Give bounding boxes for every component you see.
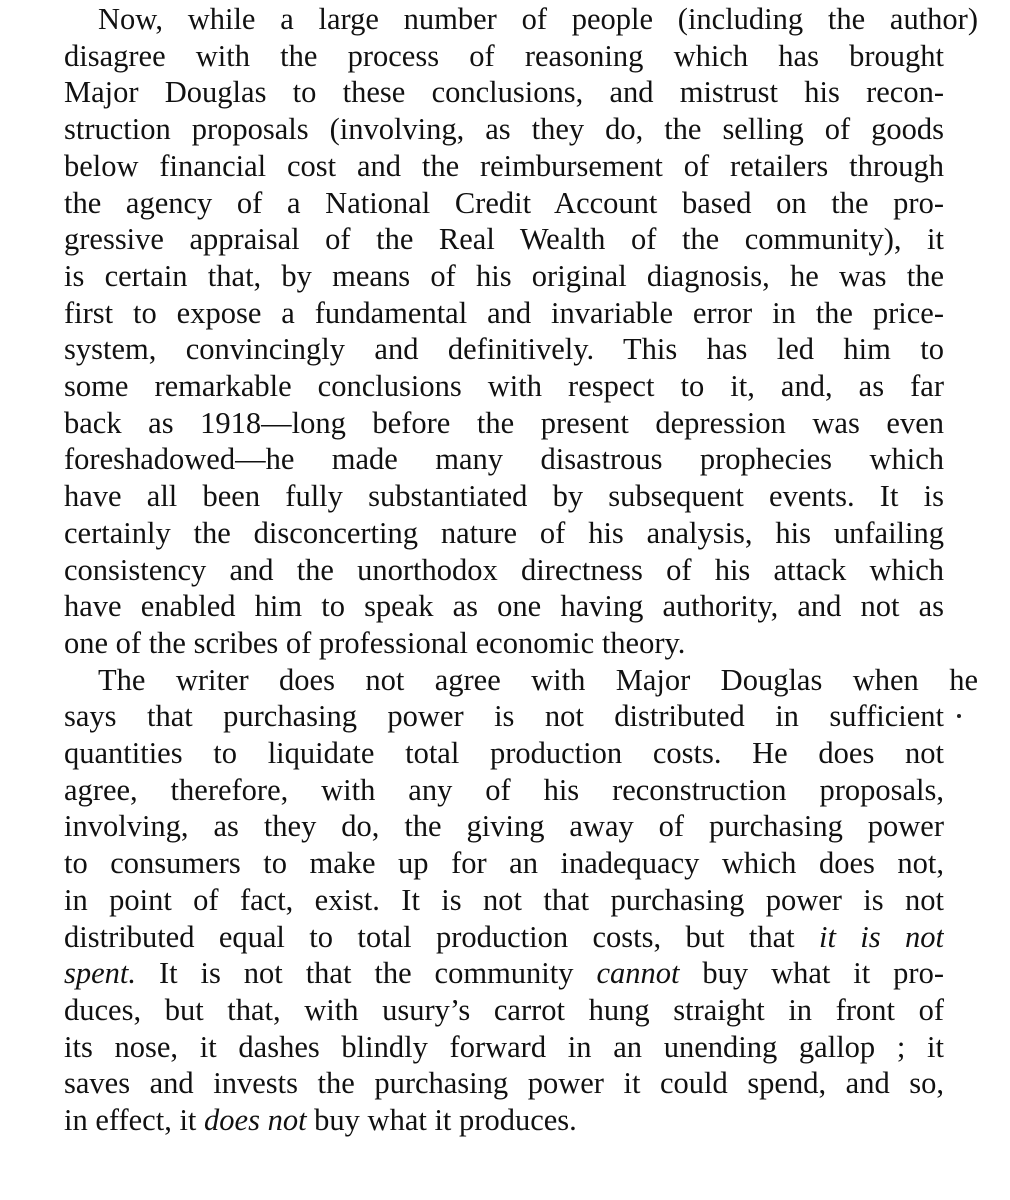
text-run: involving, as they do, the giving away of purchasing power — [64, 809, 944, 844]
text-run: duces, but that, with usury’s carrot hung straight in front of — [64, 992, 944, 1027]
text-line — [64, 808, 944, 845]
text-line — [64, 295, 944, 332]
text-line — [64, 735, 944, 772]
text-run: first to expose a fundamental and invariable error in the price- — [64, 295, 944, 330]
text-line — [64, 515, 944, 552]
text-line — [64, 38, 944, 75]
text-line — [64, 772, 944, 809]
text-line — [64, 1, 978, 38]
text-run: have enabled him to speak as one having authority, and not as — [64, 589, 944, 624]
text-run: have all been fully substantiated by subsequent events. It is — [64, 479, 944, 514]
text-run: It is not that the community — [136, 956, 597, 991]
text-line — [64, 919, 944, 956]
text-run: disagree with the process of reasoning which has brought — [64, 38, 944, 73]
text-run: system, convincingly and definitively. This has led him to — [64, 332, 944, 367]
text-run: quantities to liquidate total production costs. He does not — [64, 736, 944, 770]
text-run: distributed equal to total production costs, but that — [64, 919, 819, 954]
text-line — [64, 1102, 944, 1139]
text-line — [64, 368, 944, 405]
text-run: struction proposals (involving, as they do, the selling of goods — [64, 112, 944, 147]
text-line — [64, 185, 944, 222]
print-speck — [957, 714, 961, 718]
text-line — [64, 882, 944, 919]
text-line — [64, 148, 944, 185]
text-run: Now, while a large number of people (including the author) — [98, 2, 978, 36]
text-line — [64, 111, 944, 148]
text-run: one of the scribes of professional economic theory. — [64, 625, 686, 660]
italic-text: it is not — [818, 919, 944, 954]
text-run: in effect, it — [64, 1103, 205, 1137]
text-line — [64, 625, 944, 662]
text-line — [64, 74, 944, 111]
italic-text: cannot — [596, 956, 680, 991]
text-run: buy what it produces. — [306, 1103, 577, 1137]
text-run: the agency of a National Credit Account based on the pro- — [64, 185, 944, 220]
italic-text: spent. — [64, 956, 137, 991]
text-run: says that purchasing power is not distributed in sufficient — [64, 699, 944, 734]
text-line — [64, 992, 944, 1029]
text-run: buy what it pro- — [679, 956, 944, 991]
text-line — [64, 1029, 944, 1066]
text-run: The writer does not agree with Major Douglas when he — [98, 662, 978, 697]
text-line — [64, 258, 944, 295]
italic-text: does not — [204, 1103, 307, 1137]
text-run: is certain that, by means of his original diagnosis, he was the — [64, 258, 944, 293]
text-line — [64, 478, 944, 515]
text-line — [64, 405, 944, 442]
text-line — [64, 552, 944, 589]
text-line — [64, 955, 944, 992]
text-line — [64, 331, 944, 368]
text-run: to consumers to make up for an inadequacy which does not, — [64, 846, 944, 881]
text-run: consistency and the unorthodox directness of his attack which — [64, 552, 944, 587]
text-line — [64, 1065, 944, 1102]
text-run: below financial cost and the reimbursement of retailers through — [64, 148, 944, 183]
text-run: its nose, it dashes blindly forward in an unending gallop ; it — [64, 1029, 944, 1064]
text-line — [64, 588, 944, 625]
text-line — [64, 698, 944, 735]
text-run: back as 1918—long before the present depression was even — [64, 405, 944, 440]
text-line — [64, 441, 944, 478]
text-run: gressive appraisal of the Real Wealth of the community), it — [64, 222, 944, 257]
text-line — [64, 662, 978, 699]
text-run: agree, therefore, with any of his reconstruction proposals, — [64, 772, 944, 807]
text-run: some remarkable conclusions with respect to it, and, as far — [64, 369, 944, 403]
text-line — [64, 845, 944, 882]
text-run: certainly the disconcerting nature of his analysis, his unfailing — [64, 515, 944, 550]
text-run: foreshadowed—he made many disastrous prophecies which — [64, 442, 944, 477]
text-run: saves and invests the purchasing power it could spend, and so, — [64, 1066, 944, 1101]
text-run: Major Douglas to these conclusions, and mistrust his recon- — [64, 75, 944, 110]
text-line — [64, 221, 944, 258]
text-run: in point of fact, exist. It is not that purchasing power is not — [64, 882, 944, 917]
